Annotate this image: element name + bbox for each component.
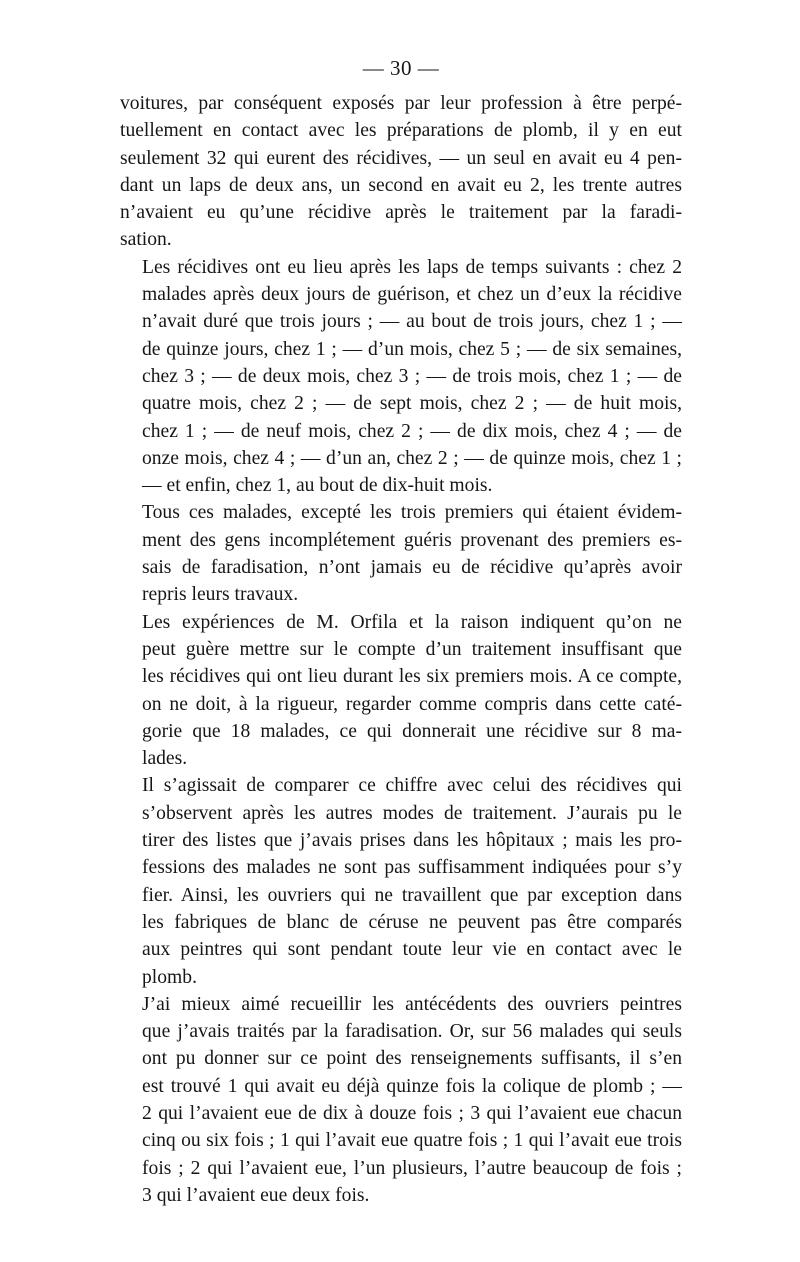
text-line: fessions des malades ne sont pas suffisamment indiquées pour s’y [142, 857, 682, 879]
text-line: quatre mois, chez 2 ; — de sept mois, chez 2 ; — de huit mois, [142, 393, 682, 415]
text-line: repris leurs travaux. [142, 584, 299, 606]
text-line: ont pu donner sur ce point des renseignements suffisants, il s’en [142, 1048, 682, 1070]
text-line: 3 qui l’avaient eue deux fois. [142, 1184, 370, 1206]
text-line: peut guère mettre sur le compte d’un traitement insuffisant que [142, 638, 682, 660]
text-line: Il s’agissait de comparer ce chiffre avec celui des récidives qui [142, 775, 682, 797]
paragraph [120, 499, 682, 608]
text-line: Les récidives ont eu lieu après les laps de temps suivants : chez 2 [142, 256, 682, 278]
text-line: gorie que 18 malades, ce qui donnerait une récidive sur 8 ma- [142, 720, 682, 742]
text-line: — et enfin, chez 1, au bout de dix-huit mois. [142, 475, 493, 497]
text-line: 2 qui l’avaient eue de dix à douze fois ; 3 qui l’avaient eue chacun [142, 1102, 682, 1124]
text-line: aux peintres qui sont pendant toute leur vie en contact avec le [142, 939, 682, 961]
paragraph [120, 254, 682, 500]
text-line: les fabriques de blanc de céruse ne peuvent pas être comparés [142, 911, 682, 933]
text-line: sais de faradisation, n’ont jamais eu de récidive qu’après avoir [142, 557, 682, 579]
paragraph [120, 90, 682, 254]
text-line: plomb. [142, 966, 197, 988]
text-line: chez 3 ; — de deux mois, chez 3 ; — de trois mois, chez 1 ; — de [142, 365, 682, 387]
text-line: tirer des listes que j’avais prises dans les hôpitaux ; mais les pro- [142, 830, 682, 852]
text-line: n’avait duré que trois jours ; — au bout de trois jours, chez 1 ; — [142, 311, 682, 333]
paragraph [120, 991, 682, 1209]
text-line: que j’avais traités par la faradisation. Or, sur 56 malades qui seuls [142, 1021, 682, 1043]
page-number: — 30 — [362, 56, 440, 80]
text-line: lades. [142, 748, 188, 770]
text-line: seulement 32 qui eurent des récidives, — un seul en avait eu 4 pen- [120, 147, 682, 169]
text-line: dant un laps de deux ans, un second en avait eu 2, les trente autres [120, 174, 682, 196]
paragraph [120, 609, 682, 773]
text-line: les récidives qui ont lieu durant les six premiers mois. A ce compte, [142, 666, 682, 688]
text-line: onze mois, chez 4 ; — d’un an, chez 2 ; — de quinze mois, chez 1 ; [142, 447, 682, 469]
text-line: sation. [120, 229, 172, 251]
text-line: tuellement en contact avec les préparations de plomb, il y en eut [120, 120, 682, 142]
text-line: n’avaient eu qu’une récidive après le traitement par la faradi- [120, 202, 682, 224]
paragraph [120, 772, 682, 990]
text-line: de quinze jours, chez 1 ; — d’un mois, chez 5 ; — de six semaines, [142, 338, 682, 360]
text-line: cinq ou six fois ; 1 qui l’avait eue quatre fois ; 1 qui l’avait eue trois [142, 1130, 682, 1152]
text-line: on ne doit, à la rigueur, regarder comme compris dans cette caté- [142, 693, 682, 715]
text-line: est trouvé 1 qui avait eu déjà quinze fois la colique de plomb ; — [142, 1075, 682, 1097]
text-line: s’observent après les autres modes de traitement. J’aurais pu le [142, 802, 682, 824]
text-line: Les expériences de M. Orfila et la raison indiquent qu’on ne [142, 611, 682, 633]
text-line: chez 1 ; — de neuf mois, chez 2 ; — de dix mois, chez 4 ; — de [142, 420, 682, 442]
text-line: malades après deux jours de guérison, et chez un d’eux la récidive [142, 284, 682, 306]
book-page [120, 54, 682, 1209]
text-line: ment des gens incomplétement guéris provenant des premiers es- [142, 529, 682, 551]
text-line: J’ai mieux aimé recueillir les antécédents des ouvriers peintres [142, 993, 682, 1015]
text-line: fois ; 2 qui l’avaient eue, l’un plusieurs, l’autre beaucoup de fois ; [142, 1157, 682, 1179]
text-line: Tous ces malades, excepté les trois premiers qui étaient évidem- [142, 502, 682, 524]
text-line: voitures, par conséquent exposés par leur profession à être perpé- [120, 93, 682, 114]
text-line: fier. Ainsi, les ouvriers qui ne travaillent que par exception dans [142, 884, 682, 906]
page-body [120, 90, 682, 1209]
